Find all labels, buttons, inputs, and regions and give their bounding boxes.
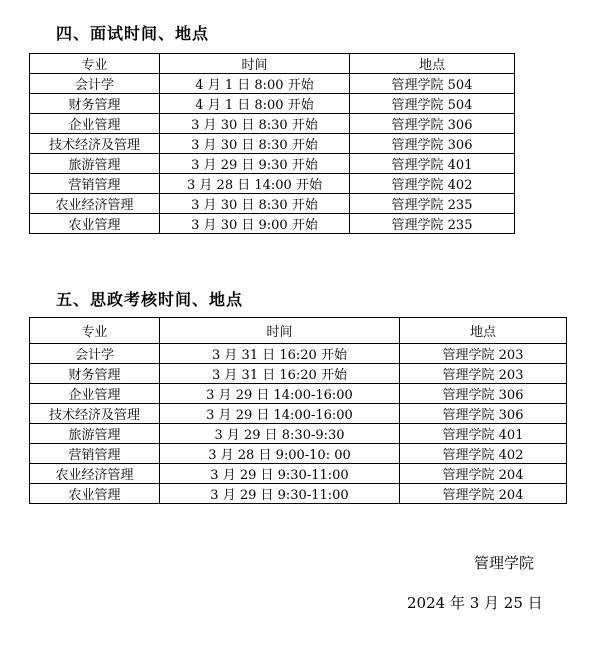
location-cell: 管理学院 235 <box>350 194 515 214</box>
time-cell: 3 月 29 日 9:30-11:00 <box>160 464 400 484</box>
column-header-location: 地点 <box>350 54 515 74</box>
political-assessment-schedule-table <box>29 317 567 504</box>
table-row <box>30 424 567 444</box>
column-header-location: 地点 <box>400 318 567 344</box>
location-cell: 管理学院 401 <box>350 154 515 174</box>
major-cell: 会计学 <box>30 344 160 364</box>
location-cell: 管理学院 401 <box>400 424 567 444</box>
table-row <box>30 404 567 424</box>
location-cell: 管理学院 204 <box>400 484 567 504</box>
time-cell: 3 月 29 日 9:30-11:00 <box>160 484 400 504</box>
time-cell: 3 月 29 日 14:00-16:00 <box>160 384 400 404</box>
table-header-row <box>30 318 567 344</box>
major-cell: 会计学 <box>30 74 160 94</box>
table-row <box>30 464 567 484</box>
location-cell: 管理学院 204 <box>400 464 567 484</box>
table-row <box>30 214 515 234</box>
major-cell: 技术经济及管理 <box>30 134 160 154</box>
political-assessment-section-heading: 五、思政考核时间、地点 <box>56 290 244 309</box>
table-row <box>30 344 567 364</box>
time-cell: 3 月 29 日 14:00-16:00 <box>160 404 400 424</box>
table-row <box>30 364 567 384</box>
time-cell: 3 月 31 日 16:20 开始 <box>160 364 400 384</box>
major-cell: 农业管理 <box>30 214 160 234</box>
major-cell: 企业管理 <box>30 114 160 134</box>
location-cell: 管理学院 306 <box>350 134 515 154</box>
major-cell: 营销管理 <box>30 444 160 464</box>
location-cell: 管理学院 504 <box>350 74 515 94</box>
major-cell: 旅游管理 <box>30 424 160 444</box>
location-cell: 管理学院 306 <box>350 114 515 134</box>
table-header-row <box>30 54 515 74</box>
table-row <box>30 444 567 464</box>
location-cell: 管理学院 402 <box>400 444 567 464</box>
interview-schedule-table <box>29 53 515 234</box>
major-cell: 企业管理 <box>30 384 160 404</box>
column-header-time: 时间 <box>160 318 400 344</box>
time-cell: 3 月 29 日 8:30-9:30 <box>160 424 400 444</box>
location-cell: 管理学院 235 <box>350 214 515 234</box>
location-cell: 管理学院 306 <box>400 384 567 404</box>
major-cell: 农业管理 <box>30 484 160 504</box>
time-cell: 3 月 30 日 8:30 开始 <box>160 114 350 134</box>
signing-organization: 管理学院 <box>474 554 535 572</box>
time-cell: 4 月 1 日 8:00 开始 <box>160 74 350 94</box>
time-cell: 3 月 30 日 8:30 开始 <box>160 194 350 214</box>
time-cell: 4 月 1 日 8:00 开始 <box>160 94 350 114</box>
major-cell: 财务管理 <box>30 364 160 384</box>
time-cell: 3 月 30 日 9:00 开始 <box>160 214 350 234</box>
time-cell: 3 月 30 日 8:30 开始 <box>160 134 350 154</box>
major-cell: 农业经济管理 <box>30 464 160 484</box>
interview-section-heading: 四、面试时间、地点 <box>56 24 210 43</box>
signing-date: 2024 年 3 月 25 日 <box>407 594 543 612</box>
time-cell: 3 月 31 日 16:20 开始 <box>160 344 400 364</box>
table-row <box>30 484 567 504</box>
location-cell: 管理学院 504 <box>350 94 515 114</box>
table-row <box>30 174 515 194</box>
table-row <box>30 134 515 154</box>
table-row <box>30 194 515 214</box>
table-row <box>30 74 515 94</box>
major-cell: 财务管理 <box>30 94 160 114</box>
table-row <box>30 384 567 404</box>
time-cell: 3 月 28 日 14:00 开始 <box>160 174 350 194</box>
major-cell: 旅游管理 <box>30 154 160 174</box>
column-header-time: 时间 <box>160 54 350 74</box>
major-cell: 营销管理 <box>30 174 160 194</box>
column-header-major: 专业 <box>30 318 160 344</box>
major-cell: 农业经济管理 <box>30 194 160 214</box>
column-header-major: 专业 <box>30 54 160 74</box>
time-cell: 3 月 28 日 9:00-10: 00 <box>160 444 400 464</box>
table-row <box>30 94 515 114</box>
location-cell: 管理学院 203 <box>400 364 567 384</box>
major-cell: 技术经济及管理 <box>30 404 160 424</box>
table-row <box>30 154 515 174</box>
location-cell: 管理学院 203 <box>400 344 567 364</box>
table-row <box>30 114 515 134</box>
time-cell: 3 月 29 日 9:30 开始 <box>160 154 350 174</box>
location-cell: 管理学院 306 <box>400 404 567 424</box>
location-cell: 管理学院 402 <box>350 174 515 194</box>
